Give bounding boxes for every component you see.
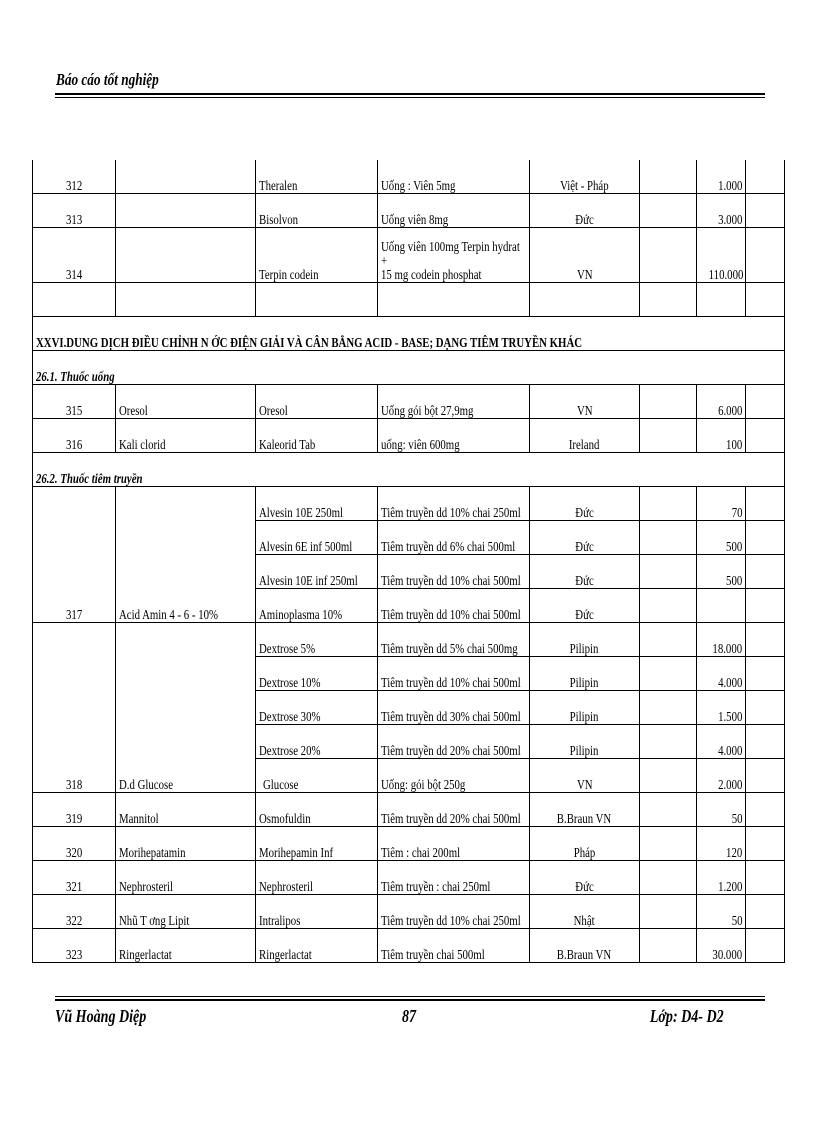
table-row: 317 Acid Amin 4 - 6 - 10% Aminoplasma 10% Tiêm truyền dd 10% chai 500ml Đức xyxy=(33,589,785,623)
table-row: 321 Nephrosteril Nephrosteril Tiêm truyền : chai 250ml Đức 1.200 xyxy=(33,861,785,895)
table-row: Dextrose 30% Tiêm truyền dd 30% chai 500ml Pilipin 1.500 xyxy=(33,691,785,725)
table-row: 323 Ringerlactat Ringerlactat Tiêm truyền chai 500ml B.Braun VN 30.000 xyxy=(33,929,785,963)
header-rule-thin xyxy=(55,97,765,98)
section-title: XXVI.DUNG DỊCH ĐIỀU CHỈNH N ỚC ĐIỆN GIẢI VÀ CÂN BẰNG ACID - BASE; DẠNG TIÊM TRUYỀN KHÁC xyxy=(36,335,583,350)
table-row: 315 Oresol Oresol Uống gói bột 27,9mg VN 6.000 xyxy=(33,385,785,419)
table-row: 316 Kali clorid Kaleorid Tab uống: viên 600mg Ireland 100 xyxy=(33,419,785,453)
table-row: Dextrose 20% Tiêm truyền dd 20% chai 500ml Pilipin 4.000 xyxy=(33,725,785,759)
table-row: 320 Morihepatamin Morihepamin Inf Tiêm : chai 200ml Pháp 120 xyxy=(33,827,785,861)
footer-rule-thin xyxy=(55,996,765,997)
table-row: Dextrose 10% Tiêm truyền dd 10% chai 500ml Pilipin 4.000 xyxy=(33,657,785,691)
table-row: 312 Theralen Uống : Viên 5mg Việt - Pháp 1.000 xyxy=(33,160,785,194)
table-row: Alvesin 10E 250ml Tiêm truyền dd 10% chai 250ml Đức 70 xyxy=(33,487,785,521)
footer-rule xyxy=(55,999,765,1001)
subsection-row xyxy=(33,351,785,385)
table-row: Alvesin 10E inf 250ml Tiêm truyền dd 10% chai 500ml Đức 500 xyxy=(33,555,785,589)
subsection-infusion: 26.2. Thuốc tiêm truyền xyxy=(36,471,143,486)
section-row xyxy=(33,317,785,351)
page-number: 87 xyxy=(402,1006,417,1026)
table-row: 318 D.d Glucose Glucose Uống: gói bột 250g VN 2.000 xyxy=(33,759,785,793)
footer-author: Vũ Hoàng Diệp xyxy=(55,1006,147,1026)
report-title: Báo cáo tốt nghiệp xyxy=(56,70,159,89)
table-row: 313 Bisolvon Uống viên 8mg Đức 3.000 xyxy=(33,194,785,228)
table-row: 319 Mannitol Osmofuldin Tiêm truyền dd 20% chai 500ml B.Braun VN 50 xyxy=(33,793,785,827)
table-row: Alvesin 6E inf 500ml Tiêm truyền dd 6% chai 500ml Đức 500 xyxy=(33,521,785,555)
drug-table xyxy=(32,160,785,963)
table-row: Dextrose 5% Tiêm truyền dd 5% chai 500mg Pilipin 18.000 xyxy=(33,623,785,657)
header-rule xyxy=(55,93,765,95)
blank-row xyxy=(33,283,785,317)
table-row: 322 Nhũ T ơng Lipit Intralipos Tiêm truyền dd 10% chai 250ml Nhật 50 xyxy=(33,895,785,929)
subsection-oral: 26.1. Thuốc uống xyxy=(36,369,115,384)
subsection-row xyxy=(33,453,785,487)
footer-class: Lớp: D4- D2 xyxy=(650,1006,724,1026)
table-row: 314 Terpin codein Uống viên 100mg Terpin hydrat + 15 mg codein phosphat VN 110.000 xyxy=(33,228,785,283)
